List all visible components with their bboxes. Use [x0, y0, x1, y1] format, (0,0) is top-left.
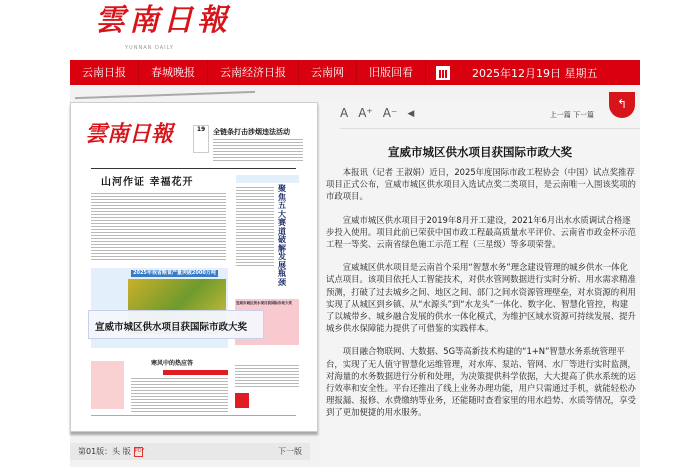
nav-yunnan-daily[interactable]: 云南日报: [70, 60, 139, 85]
issue-box: 19: [193, 125, 209, 153]
calendar-icon[interactable]: [436, 66, 450, 80]
top-nav: [70, 60, 640, 85]
main-headline[interactable]: 山河作证 幸福花开: [101, 177, 194, 188]
yunnan-daily-logo[interactable]: 雲南日報: [95, 3, 231, 38]
font-normal-button[interactable]: A: [340, 106, 349, 120]
nav-chuncheng-evening[interactable]: 春城晚报: [139, 60, 208, 85]
page-label[interactable]: 第01版：头 版 PDF: [78, 447, 145, 456]
photo-caption[interactable]: 2025年我省粮食产量突破2000万吨: [133, 270, 216, 276]
article-paragraph: 宣威城区供水项目是云南首个采用“智慧水务”理念建设管理的城乡供水一体化试点项目。该项目依托人工智能技术，对供水管网数据进行实时分析、用水需求精准预测，打破了过去城乡之间、地区之间、部门之间水资源管理壁垒，对水资源的利用实现了从城区到乡镇、从“水源头”到“水龙头”一体化、数字化、智慧化管控，构建了以城带乡、城乡融合发展的供水一体化模式，为维护区域水资源可持续发展、提升城乡供水保障能力提供了可借鉴的实践样本。: [326, 262, 636, 334]
logo-subtitle: YUNNAN DAILY: [125, 45, 174, 51]
prev-next-article[interactable]: 上一篇 下一篇: [549, 111, 594, 119]
current-date: 2025年12月19日 星期五: [472, 66, 598, 80]
side-headline[interactable]: 聚焦五大赛道 破解发展瓶颈: [278, 185, 292, 287]
font-decrease-button[interactable]: A⁻: [382, 106, 398, 120]
speaker-icon[interactable]: ◀: [407, 109, 415, 119]
article-title: 宣威市城区供水项目获国际市政大奖: [388, 145, 572, 159]
pink-headline[interactable]: 宣威市城区供水项目获国际市政大奖: [236, 301, 292, 305]
nav-old-version[interactable]: 旧版回看: [357, 60, 426, 85]
top-headline[interactable]: 全链条打击涉烟违法活动: [213, 128, 290, 136]
article-paragraph: 宣威市城区供水项目于2019年8月开工建设，2021年6月出水水质调试合格逐步投入使用。项目此前已荣获中国市政工程最高质量水平评价、云南省市政金杯示范工程一等奖、云南省绿色施工示范工程（三星级）等多项荣誉。: [326, 214, 636, 250]
next-page-link[interactable]: 下一版: [278, 447, 302, 456]
hover-tooltip: 宣威市城区供水项目获国际市政大奖: [88, 310, 264, 339]
lower-headline[interactable]: 寒风中的热应答: [151, 360, 194, 367]
page-footer-bar: [70, 443, 310, 460]
article-paragraph: 本报讯（记者 王淑娟）近日，2025年度国际市政工程协会（中国）试点奖推荐项目正式公布，宣威市城区供水项目入选试点奖二类项目，是云南唯一入围该奖项的市政项目。: [326, 167, 636, 202]
return-icon[interactable]: ↰: [609, 92, 635, 118]
article-body: [326, 166, 636, 430]
pdf-icon[interactable]: PDF: [134, 447, 143, 457]
article-panel: [320, 97, 640, 467]
font-tools: [340, 106, 414, 122]
nav-yunnan-net[interactable]: 云南网: [299, 60, 357, 85]
font-increase-button[interactable]: A⁺: [358, 106, 373, 120]
paper-logo: 雲南日報: [85, 121, 174, 147]
nav-yunnan-economic-daily[interactable]: 云南经济日报: [208, 60, 299, 85]
article-paragraph: 项目融合物联网、大数据、5G等高新技术构建的“1+N”智慧水务系统管理平台，实现了无人值守智慧化运维管理，对水库、泵站、管网、水厂等进行实时监测，对海量的水务数据进行分析和处理，为决策提供科学依据，大大提高了供水系统的运行效率和安全性。平台还推出了线上业务办理功能，用户只需通过手机，就能轻松办理报漏、报修、水费缴纳等业务，还能随时查看家里的用水趋势、水质等情况，享受到了更加便捷的用水服务。: [326, 346, 636, 418]
newspaper-page-thumbnail[interactable]: [70, 102, 318, 432]
